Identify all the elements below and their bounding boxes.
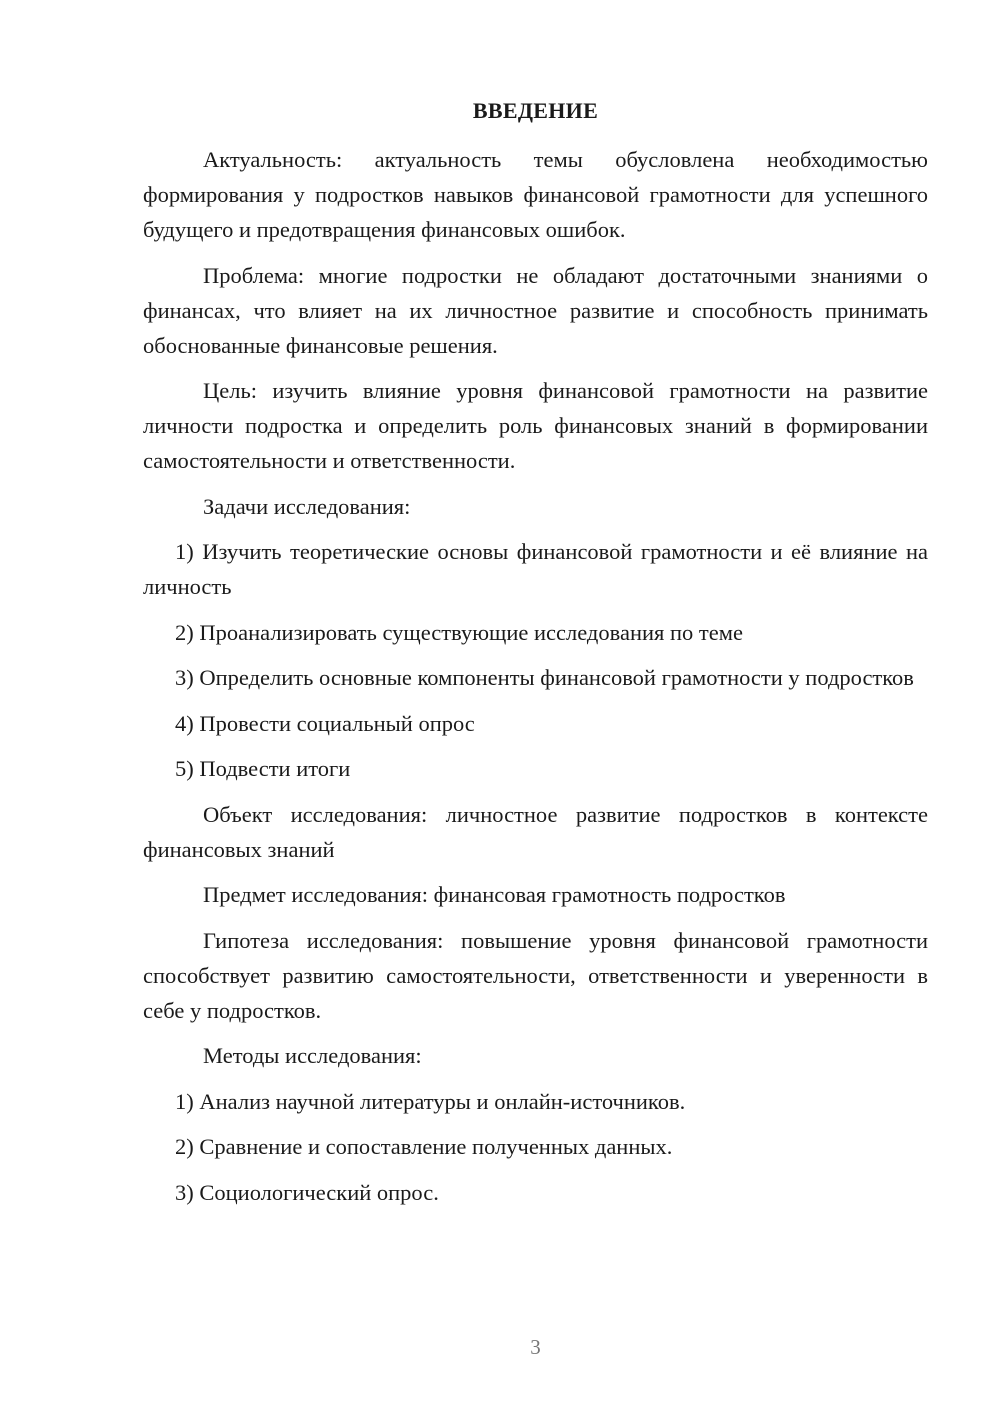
list-item-method-1: 1) Анализ научной литературы и онлайн-источников.: [175, 1088, 686, 1114]
list-item-task-1: 1) Изучить теоретические основы финансовой грамотности и её влияние на личность: [143, 539, 928, 599]
paragraph-object: Объект исследования: личностное развитие подростков в контексте финансовых знаний: [143, 801, 928, 862]
list-item-method-2: 2) Сравнение и сопоставление полученных данных.: [175, 1134, 673, 1159]
page-number: 3: [530, 1335, 541, 1359]
paragraph-hypothesis: Гипотеза исследования: повышение уровня финансовой грамотности способствует развитию самостоятельности, ответственности и уверенности в себе у подростков.: [143, 927, 928, 1023]
list-item-method-3: 3) Социологический опрос.: [175, 1179, 439, 1205]
paragraph-methods-heading: Методы исследования:: [203, 1043, 422, 1068]
paragraph-subject: Предмет исследования: финансовая грамотность подростков: [203, 882, 786, 907]
paragraph-problem: Проблема: многие подростки не обладают достаточными знаниями о финансах, что влияет на их личностное развитие и способность принимать обоснованные финансовые решения.: [143, 262, 928, 358]
paragraph-tasks-heading: Задачи исследования:: [203, 493, 411, 519]
paragraph-goal: Цель: изучить влияние уровня финансовой грамотности на развитие личности подростка и определить роль финансовых знаний в формировании самостоятельности и ответственности.: [143, 378, 928, 473]
list-item-task-3: 3) Определить основные компоненты финансовой грамотности у подростков: [175, 665, 914, 690]
paragraph-relevance: Актуальность: актуальность темы обусловлена необходимостью формирования у подростков навыков финансовой грамотности для успешного будущего и предотвращения финансовых ошибок.: [143, 147, 928, 242]
document-page: [143, 0, 928, 1414]
page-title: ВВЕДЕНИЕ: [472, 98, 599, 123]
document-body: [143, 142, 928, 1220]
list-item-task-5: 5) Подвести итоги: [175, 756, 351, 781]
list-item-task-2: 2) Проанализировать существующие исследования по теме: [175, 619, 743, 645]
list-item-task-4: 4) Провести социальный опрос: [175, 710, 475, 736]
